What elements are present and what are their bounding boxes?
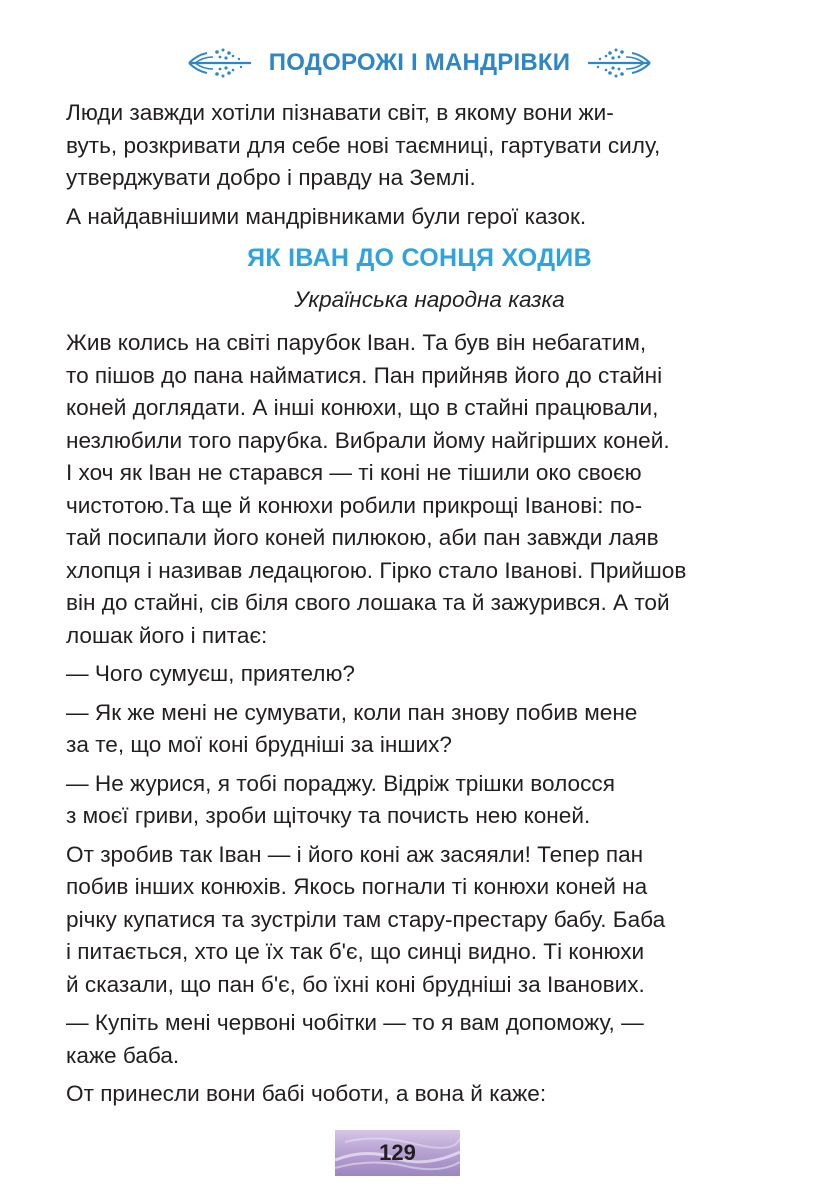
paragraph-line: От принесли вони бабі чоботи, а вона й каже: <box>66 1081 547 1106</box>
paragraph-line: лошак його і питає: <box>66 622 268 648</box>
left-ornament-icon <box>185 43 257 83</box>
paragraph-line: і питається, хто це їх так б'є, що синці видно. Ті конюхи <box>66 939 645 964</box>
paragraph-line: то пішов до пана найматися. Пан прийняв його до стайні <box>66 362 663 388</box>
section-header <box>0 40 839 86</box>
story-subtitle: Українська народна казка <box>294 287 565 312</box>
right-ornament-icon <box>582 43 654 83</box>
intro-line: А найдавнішими мандрівниками були герої казок. <box>66 203 587 229</box>
paragraph-line: Жив колись на світі парубок Іван. Та був він небагатим, <box>66 330 647 355</box>
paragraph-line: він до стайні, сів біля свого лошака та й зажурився. А той <box>66 590 670 615</box>
page-number: 129 <box>379 1140 416 1165</box>
page-number-badge <box>335 1130 460 1176</box>
paragraph-line: незлюбили того парубка. Вибрали йому найгірших коней. <box>66 427 670 453</box>
intro-line: Люди завжди хотіли пізнавати світ, в якому вони жи- <box>66 100 614 125</box>
dialogue-line: каже баба. <box>66 1042 180 1068</box>
paragraph-line: річку купатися та зустріли там стару-престару бабу. Баба <box>66 906 666 932</box>
paragraph-line: хлопця і називав ледацюгою. Гірко стало Іванові. Прийшов <box>66 557 687 583</box>
dialogue-line: — Купіть мені червоні чобітки — то я вам допоможу, — <box>66 1010 644 1035</box>
paragraph-line: От зробив так Іван — і його коні аж засяяли! Тепер пан <box>66 841 644 867</box>
dialogue-line: — Чого сумуєш, приятелю? <box>66 661 355 686</box>
dialogue-line: з моєї гриви, зроби щіточку та почисть нею коней. <box>66 803 591 828</box>
paragraph-line: тай посипали його коней пилюкою, аби пан завжди лаяв <box>66 525 659 550</box>
story-title: ЯК ІВАН ДО СОНЦЯ ХОДИВ <box>247 244 592 272</box>
paragraph-line: побив інших конюхів. Якось погнали ті конюхи коней на <box>66 874 648 899</box>
intro-line: утверджувати добро і правду на Землі. <box>66 165 476 190</box>
intro-line: вуть, розкривати для себе нові таємниці, гартувати силу, <box>66 132 661 158</box>
dialogue-line: — Не журися, я тобі пораджу. Відріж трішки волосся <box>66 770 615 796</box>
dialogue-line: — Як же мені не сумувати, коли пан знову побив мене <box>66 699 638 725</box>
story-text <box>66 327 774 1111</box>
paragraph-line: й сказали, що пан б'є, бо їхні коні брудніші за Іванових. <box>66 971 645 997</box>
paragraph-line: коней доглядати. А інші конюхи, що в стайні працювали, <box>66 395 659 420</box>
paragraph-line: І хоч як Іван не старався — ті коні не тішили око своєю <box>66 460 642 485</box>
paragraph-line: чистотою.Та ще й конюхи робили прикрощі Іванові: по- <box>66 492 643 518</box>
dialogue-line: за те, що мої коні брудніші за інших? <box>66 732 452 757</box>
intro-text <box>66 97 774 233</box>
section-title: ПОДОРОЖІ І МАНДРІВКИ <box>268 49 571 76</box>
